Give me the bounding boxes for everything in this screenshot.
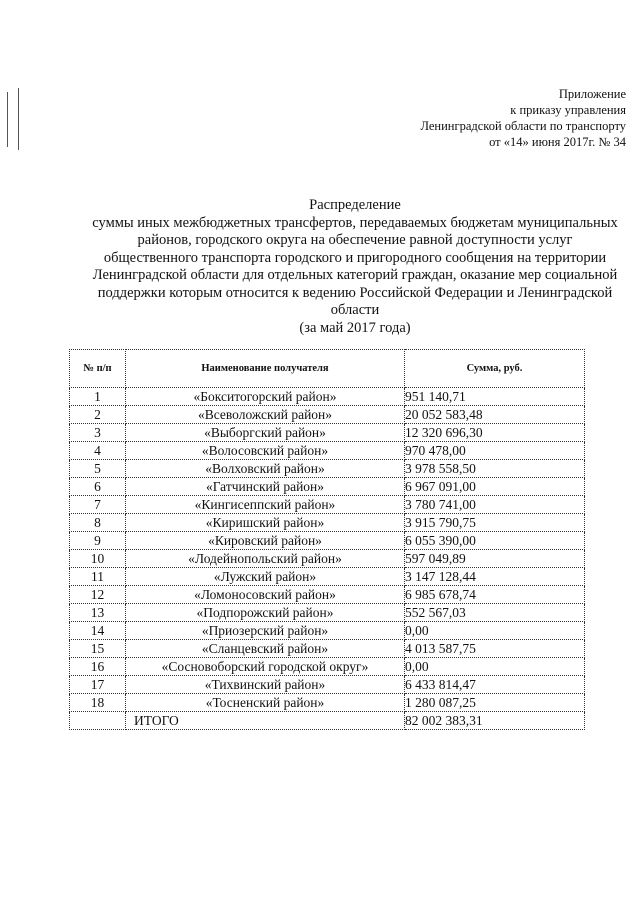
title-line: районов, городского округа на обеспечение равной доступности услуг	[137, 232, 573, 248]
row-sum: 12 320 696,30	[405, 424, 585, 442]
row-name: «Тихвинский район»	[126, 676, 405, 694]
row-sum: 0,00	[405, 658, 585, 676]
header-line: Приложение	[558, 87, 626, 101]
row-num: 4	[70, 442, 126, 460]
row-name: «Лужский район»	[126, 568, 405, 586]
row-name: «Сосновоборский городской округ»	[126, 658, 405, 676]
distribution-table	[69, 349, 585, 730]
document-title	[60, 197, 640, 337]
total-num-empty	[70, 712, 126, 730]
row-name: «Выборгский район»	[126, 424, 405, 442]
row-num: 8	[70, 514, 126, 532]
header-num: № п/п	[70, 350, 126, 388]
row-sum: 597 049,89	[405, 550, 585, 568]
total-sum: 82 002 383,31	[405, 712, 585, 730]
document-header	[420, 86, 626, 150]
table-row	[70, 568, 585, 586]
row-num: 1	[70, 388, 126, 406]
table-header-row	[70, 350, 585, 388]
title-line: (за май 2017 года)	[299, 319, 411, 336]
title-line: Распределение	[309, 197, 401, 213]
row-name: «Сланцевский район»	[126, 640, 405, 658]
row-name: «Гатчинский район»	[126, 478, 405, 496]
row-name: «Лодейнопольский район»	[126, 550, 405, 568]
row-sum: 4 013 587,75	[405, 640, 585, 658]
table-row	[70, 604, 585, 622]
row-num: 17	[70, 676, 126, 694]
title-line: Ленинградской области для отдельных категорий граждан, оказание мер социальной	[92, 267, 618, 283]
table-row	[70, 442, 585, 460]
total-label: ИТОГО	[126, 712, 405, 730]
table-row	[70, 694, 585, 712]
row-num: 7	[70, 496, 126, 514]
table-row	[70, 676, 585, 694]
row-name: «Всеволожский район»	[126, 406, 405, 424]
scan-edge-mark	[7, 92, 8, 147]
table-row	[70, 496, 585, 514]
row-name: «Волховский район»	[126, 460, 405, 478]
row-num: 9	[70, 532, 126, 550]
row-sum: 0,00	[405, 622, 585, 640]
row-num: 10	[70, 550, 126, 568]
row-num: 18	[70, 694, 126, 712]
row-name: «Киришский район»	[126, 514, 405, 532]
row-num: 3	[70, 424, 126, 442]
row-name: «Бокситогорский район»	[126, 388, 405, 406]
table-row	[70, 532, 585, 550]
header-line: к приказу управления	[510, 103, 626, 117]
row-sum: 3 780 741,00	[405, 496, 585, 514]
row-name: «Кировский район»	[126, 532, 405, 550]
row-name: «Подпорожский район»	[126, 604, 405, 622]
row-sum: 3 915 790,75	[405, 514, 585, 532]
title-line: суммы иных межбюджетных трансфертов, передаваемых бюджетам муниципальных	[92, 214, 618, 231]
row-sum: 1 280 087,25	[405, 694, 585, 712]
row-sum: 6 985 678,74	[405, 586, 585, 604]
row-name: «Тосненский район»	[126, 694, 405, 712]
row-num: 14	[70, 622, 126, 640]
row-name: «Ломоносовский район»	[126, 586, 405, 604]
table-row	[70, 550, 585, 568]
row-name: «Кингисеппский район»	[126, 496, 405, 514]
table-row	[70, 658, 585, 676]
title-line: поддержки которым относится к ведению Российской Федерации и Ленинградской	[97, 284, 613, 301]
table-total-row	[70, 712, 585, 730]
row-sum: 552 567,03	[405, 604, 585, 622]
title-line: общественного транспорта городского и пригородного сообщения на территории	[103, 249, 607, 266]
row-sum: 951 140,71	[405, 388, 585, 406]
table-row	[70, 640, 585, 658]
header-line: Ленинградской области по транспорту	[420, 119, 626, 133]
table-row	[70, 478, 585, 496]
row-num: 6	[70, 478, 126, 496]
header-sum: Сумма, руб.	[405, 350, 585, 388]
row-num: 11	[70, 568, 126, 586]
header-line: от «14» июня 2017г. № 34	[489, 135, 626, 149]
row-sum: 970 478,00	[405, 442, 585, 460]
scan-edge-mark	[18, 88, 19, 150]
row-num: 15	[70, 640, 126, 658]
header-name: Наименование получателя	[126, 350, 405, 388]
table-row	[70, 586, 585, 604]
row-num: 16	[70, 658, 126, 676]
row-num: 5	[70, 460, 126, 478]
table-row	[70, 424, 585, 442]
row-sum: 20 052 583,48	[405, 406, 585, 424]
table-row	[70, 622, 585, 640]
table-row	[70, 514, 585, 532]
row-num: 12	[70, 586, 126, 604]
row-num: 13	[70, 604, 126, 622]
title-line: области	[330, 302, 380, 318]
table-row	[70, 406, 585, 424]
row-sum: 6 055 390,00	[405, 532, 585, 550]
table-row	[70, 388, 585, 406]
row-sum: 3 978 558,50	[405, 460, 585, 478]
row-sum: 6 967 091,00	[405, 478, 585, 496]
table-row	[70, 460, 585, 478]
row-num: 2	[70, 406, 126, 424]
row-name: «Волосовский район»	[126, 442, 405, 460]
row-sum: 6 433 814,47	[405, 676, 585, 694]
row-name: «Приозерский район»	[126, 622, 405, 640]
row-sum: 3 147 128,44	[405, 568, 585, 586]
